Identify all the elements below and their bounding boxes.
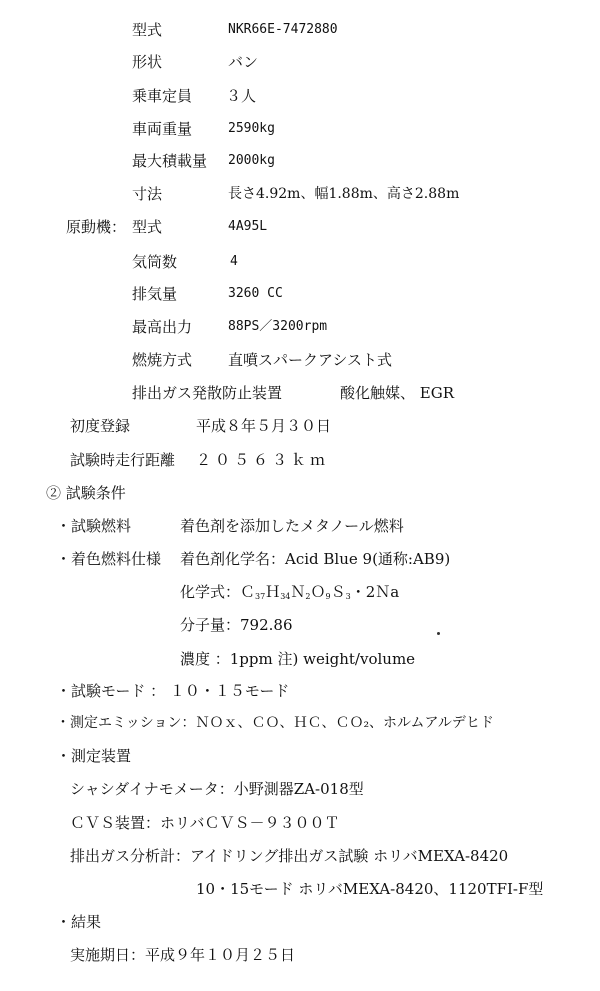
weight-value: 2590kg [228, 121, 275, 136]
registration-label: 初度登録 [70, 417, 131, 435]
size-label: 寸法 [132, 185, 163, 203]
dye-name: 着色剤化学名：Acid Blue 9(通称:AB9) [180, 550, 451, 568]
size-value: 長さ4.92m、幅1.88m、高さ2.88m [228, 186, 460, 202]
cvs-unit: ＣＶＳ装置：ホリバＣＶＳ－９３００Ｔ [70, 814, 340, 832]
row-capacity [0, 86, 600, 106]
formula-n-count: 2 [305, 592, 311, 601]
row-load [0, 151, 600, 171]
concentration: 濃度 ：1ppm 注) weight/volume [180, 650, 416, 668]
cylinders-label: 気筒数 [132, 253, 178, 271]
results-heading: ・結果 [56, 913, 102, 931]
formula-s: Ｓ [330, 583, 346, 601]
power-value: 88PS／3200rpm [228, 319, 328, 334]
test-date: 実施期日：平成９年１０月２５日 [70, 946, 296, 964]
displacement-label: 排気量 [132, 285, 178, 303]
fuel-label: ・試験燃料 [56, 517, 132, 535]
row-cylinders [0, 252, 600, 272]
formula-h-count: 34 [280, 592, 291, 601]
row-engine-model [0, 217, 600, 237]
engine-model-value: 4A95L [228, 219, 268, 234]
row-fuel [0, 516, 600, 536]
capacity-label: 乗車定員 [132, 87, 193, 105]
chemical-formula [180, 582, 399, 607]
measured-emissions: ・測定エミッション：ＮＯｘ、ＣＯ、ＨＣ、ＣＯ₂、ホルムアルデヒド [56, 715, 494, 731]
row-size [0, 184, 600, 204]
weight-label: 車両重量 [132, 120, 193, 138]
formula-suffix: ・2Ｎa [350, 583, 400, 601]
load-label: 最大積載量 [132, 152, 208, 170]
formula-c-count: 37 [255, 592, 266, 601]
formula-n: Ｎ [290, 583, 306, 601]
capacity-value: ３人 [226, 87, 257, 105]
test-mode: ・試験モード ： １０・１５モード [56, 682, 290, 700]
load-value: 2000kg [228, 153, 275, 168]
row-power [0, 317, 600, 337]
row-model [0, 20, 600, 40]
conditions-heading: ② 試験条件 [46, 484, 126, 502]
formula-prefix: 化学式：Ｃ [180, 583, 256, 601]
formula-s-count: 3 [345, 592, 351, 601]
formula-o: Ｏ [310, 583, 326, 601]
shape-value: バン [228, 53, 259, 71]
combustion-value: 直噴スパークアシスト式 [228, 351, 392, 369]
molecular-weight: 分子量：792.86 [180, 616, 293, 634]
power-label: 最高出力 [132, 318, 193, 336]
engine-heading: 原動機： [66, 218, 127, 236]
mileage-value: ２０５６３ｋｍ [196, 451, 330, 469]
exhaust-analyzer: 排出ガス分析計：アイドリング排出ガス試験 ホリバMEXA-8420 [70, 847, 509, 865]
stray-dot [437, 632, 440, 635]
mileage-label: 試験時走行距離 [70, 451, 176, 469]
formula-h: Ｈ [265, 583, 281, 601]
row-shape [0, 52, 600, 72]
dye-label: ・着色燃料仕様 [56, 550, 162, 568]
registration-value: 平成８年５月３０日 [196, 417, 332, 435]
chassis-dyno: シャシダイナモメータ：小野測器ZA-018型 [70, 780, 364, 798]
fuel-value: 着色剤を添加したメタノール燃料 [180, 517, 404, 535]
formula-o-count: 9 [325, 592, 331, 601]
model-value: NKR66E-7472880 [228, 22, 338, 37]
row-displacement [0, 284, 600, 304]
row-emission-device [0, 383, 600, 403]
row-mileage [0, 450, 600, 470]
shape-label: 形状 [132, 53, 163, 71]
cylinders-value: 4 [230, 254, 238, 269]
emission-device-value: 酸化触媒、 EGR [340, 384, 454, 402]
exhaust-analyzer-mode: 10・15モード ホリバMEXA-8420、1120TFI-F型 [196, 880, 544, 898]
row-registration [0, 416, 600, 436]
emission-device-label: 排出ガス発散防止装置 [132, 384, 283, 402]
engine-model-label: 型式 [132, 218, 163, 236]
equipment-heading: ・測定装置 [56, 747, 132, 765]
displacement-value: 3260 CC [228, 286, 283, 301]
combustion-label: 燃焼方式 [132, 351, 193, 369]
model-label: 型式 [132, 21, 163, 39]
row-weight [0, 119, 600, 139]
row-combustion [0, 350, 600, 370]
row-dye [0, 549, 600, 569]
